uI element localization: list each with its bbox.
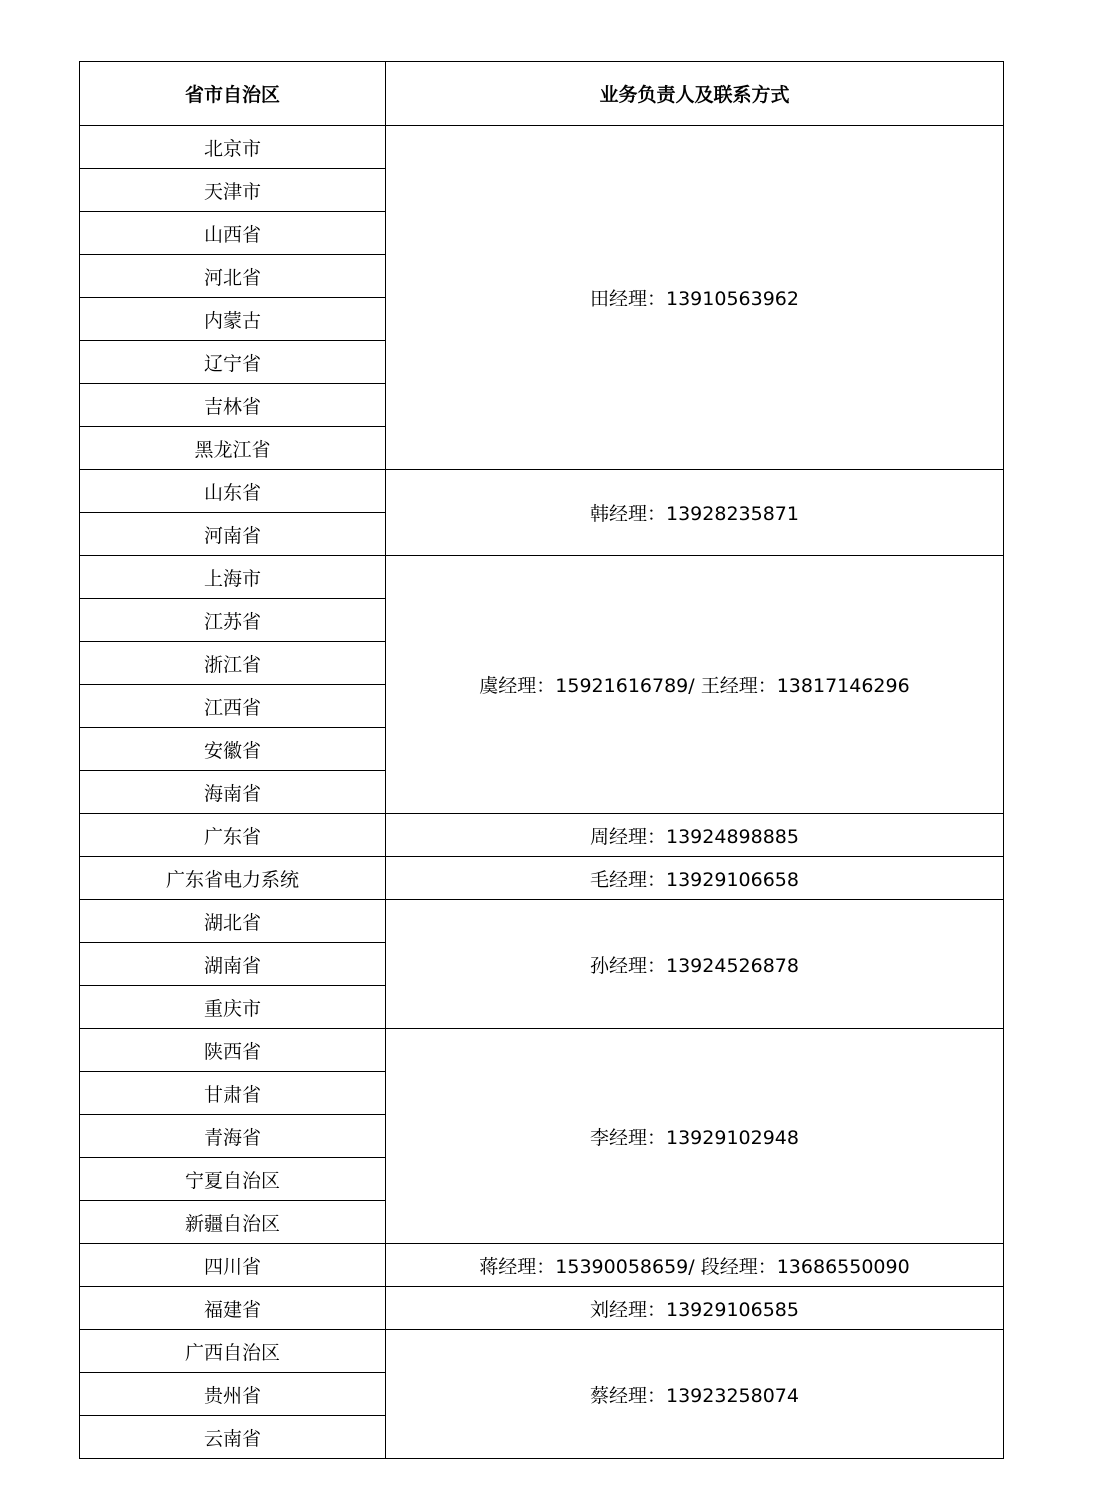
contact-cell: 李经理：13929102948 [386, 1029, 1004, 1244]
contact-cell: 蒋经理：15390058659/ 段经理：13686550090 [386, 1244, 1004, 1287]
region-cell: 重庆市 [80, 986, 386, 1029]
table-header-row [80, 62, 1004, 126]
region-cell: 江苏省 [80, 599, 386, 642]
table-row [80, 470, 1004, 513]
region-cell: 广东省 [80, 814, 386, 857]
table-body [80, 126, 1004, 1459]
region-cell: 陕西省 [80, 1029, 386, 1072]
region-cell: 广东省电力系统 [80, 857, 386, 900]
contact-cell: 田经理：13910563962 [386, 126, 1004, 470]
region-cell: 新疆自治区 [80, 1201, 386, 1244]
region-cell: 宁夏自治区 [80, 1158, 386, 1201]
region-cell: 四川省 [80, 1244, 386, 1287]
table-row [80, 126, 1004, 169]
region-cell: 福建省 [80, 1287, 386, 1330]
region-cell: 浙江省 [80, 642, 386, 685]
table-row [80, 556, 1004, 599]
contact-cell: 刘经理：13929106585 [386, 1287, 1004, 1330]
region-cell: 天津市 [80, 169, 386, 212]
contact-cell: 毛经理：13929106658 [386, 857, 1004, 900]
region-cell: 湖北省 [80, 900, 386, 943]
region-cell: 吉林省 [80, 384, 386, 427]
region-cell: 山东省 [80, 470, 386, 513]
region-cell: 内蒙古 [80, 298, 386, 341]
table-row [80, 857, 1004, 900]
column-header-contact: 业务负责人及联系方式 [386, 62, 1004, 126]
region-cell: 安徽省 [80, 728, 386, 771]
contact-cell: 周经理：13924898885 [386, 814, 1004, 857]
region-cell: 山西省 [80, 212, 386, 255]
region-cell: 甘肃省 [80, 1072, 386, 1115]
region-cell: 海南省 [80, 771, 386, 814]
column-header-region: 省市自治区 [80, 62, 386, 126]
contact-cell: 孙经理：13924526878 [386, 900, 1004, 1029]
region-cell: 青海省 [80, 1115, 386, 1158]
region-cell: 湖南省 [80, 943, 386, 986]
region-cell: 广西自治区 [80, 1330, 386, 1373]
table-row [80, 1330, 1004, 1373]
table-row [80, 900, 1004, 943]
region-cell: 上海市 [80, 556, 386, 599]
table-row [80, 1287, 1004, 1330]
region-cell: 辽宁省 [80, 341, 386, 384]
region-cell: 河北省 [80, 255, 386, 298]
region-cell: 北京市 [80, 126, 386, 169]
regional-contacts-table [79, 61, 1004, 1459]
region-cell: 贵州省 [80, 1373, 386, 1416]
contact-cell: 韩经理：13928235871 [386, 470, 1004, 556]
region-cell: 河南省 [80, 513, 386, 556]
table-row [80, 814, 1004, 857]
contact-cell: 蔡经理：13923258074 [386, 1330, 1004, 1459]
region-cell: 江西省 [80, 685, 386, 728]
region-cell: 云南省 [80, 1416, 386, 1459]
region-cell: 黑龙江省 [80, 427, 386, 470]
contact-cell: 虞经理：15921616789/ 王经理：13817146296 [386, 556, 1004, 814]
table-row [80, 1244, 1004, 1287]
table-row [80, 1029, 1004, 1072]
